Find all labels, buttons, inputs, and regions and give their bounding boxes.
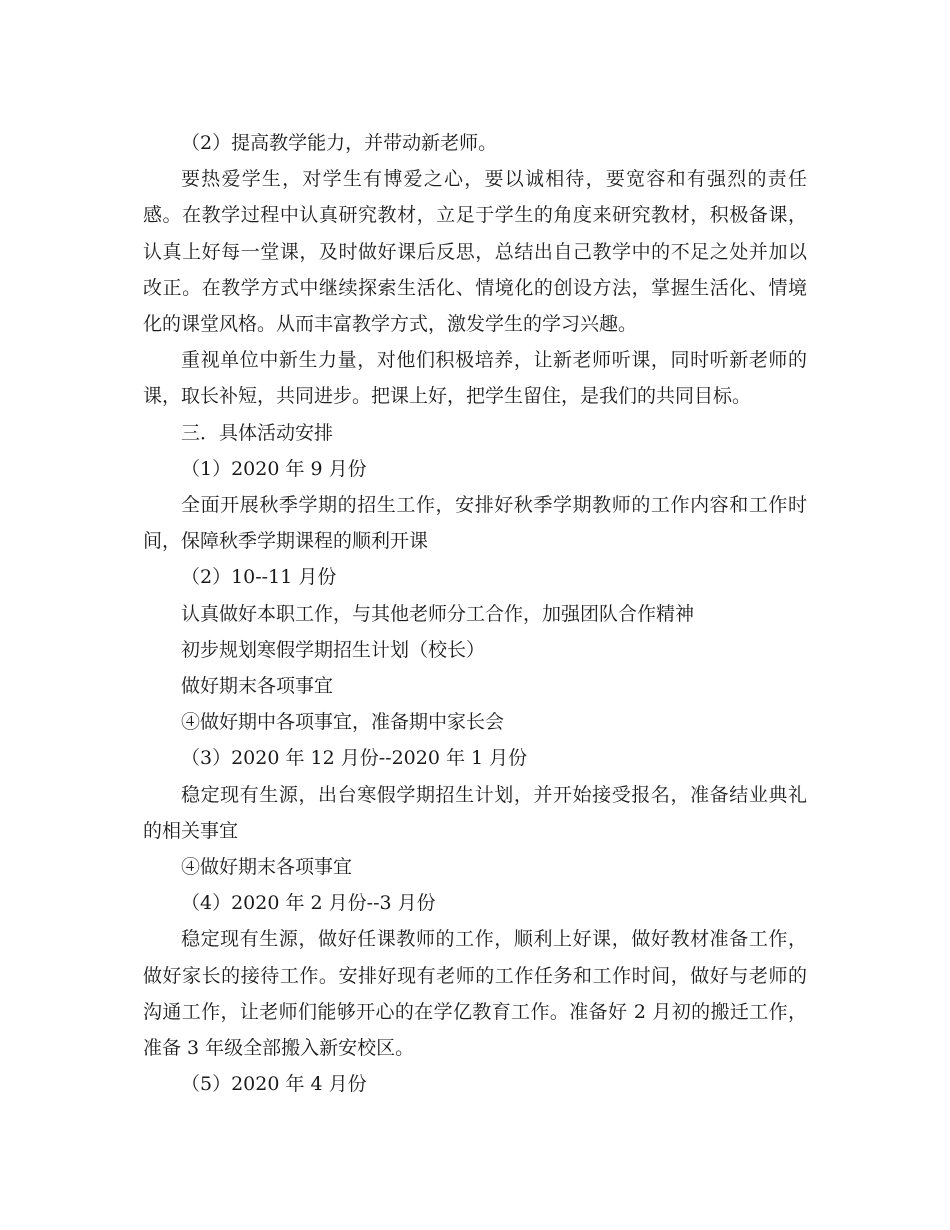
paragraph-schedule-3: （3）2020 年 12 月份--2020 年 1 月份 bbox=[181, 747, 528, 770]
paragraph-new-teachers: 重视单位中新生力量，对他们积极培养，让新老师听课，同时听新老师的课，取长补短，共同进步。把课上好，把学生留住，是我们的共同目标。 bbox=[143, 349, 807, 408]
section-heading-activities: 三．具体活动安排 bbox=[181, 421, 334, 444]
paragraph-schedule-5: （5）2020 年 4 月份 bbox=[181, 1073, 367, 1096]
paragraph-schedule-2: （2）10--11 月份 bbox=[181, 566, 337, 589]
document-body bbox=[143, 125, 807, 1102]
paragraph-term-end: 做好期末各项事宜 bbox=[181, 675, 334, 698]
paragraph-teaching-love: 要热爱学生，对学生有博爱之心，要以诚相待，要宽容和有强烈的责任感。在教学过程中认真研究教材，立足于学生的角度来研究教材，积极备课，认真上好每一堂课，及时做好课后反思，总结出自己教学中的不足之处并加以改正。在教学方式中继续探索生活化、情境化的创设方法，掌握生活化、情境化的课堂风格。从而丰富教学方式，激发学生的学习兴趣。 bbox=[143, 168, 807, 336]
paragraph-autumn-enrollment: 全面开展秋季学期的招生工作，安排好秋季学期教师的工作内容和工作时间，保障秋季学期课程的顺利开课 bbox=[143, 494, 807, 553]
paragraph-stable-enrollment: 稳定现有生源，出台寒假学期招生计划，并开始接受报名，准备结业典礼的相关事宜 bbox=[143, 783, 807, 842]
paragraph-midterm: ④做好期中各项事宜，准备期中家长会 bbox=[181, 711, 505, 734]
paragraph-relocation: 稳定现有生源，做好任课教师的工作，顺利上好课，做好教材准备工作，做好家长的接待工作。安排好现有老师的工作任务和工作时间，做好与老师的沟通工作，让老师们能够开心的在学亿教育工作。准备好 2 月初的搬迁工作，准备 3 年级全部搬入新安校区。 bbox=[143, 928, 807, 1060]
paragraph-schedule-4: （4）2020 年 2 月份--3 月份 bbox=[181, 892, 436, 915]
paragraph-schedule-1: （1）2020 年 9 月份 bbox=[181, 457, 367, 480]
paragraph-term-end-2: ④做好期末各项事宜 bbox=[181, 856, 353, 879]
paragraph-sub-item-2: （2）提高教学能力，并带动新老师。 bbox=[181, 132, 498, 154]
paragraph-winter-plan: 初步规划寒假学期招生计划（校长） bbox=[181, 638, 486, 661]
paragraph-teamwork: 认真做好本职工作，与其他老师分工合作，加强团队合作精神 bbox=[181, 602, 695, 625]
